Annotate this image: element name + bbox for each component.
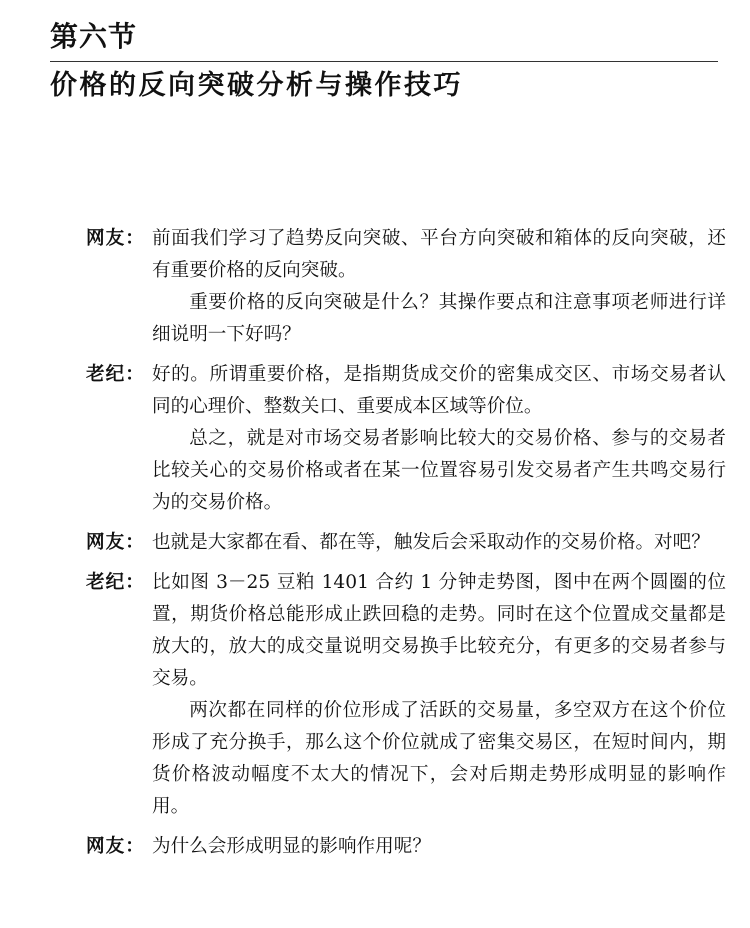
dialogue-paragraph: 总之，就是对市场交易者影响比较大的交易价格、参与的交易者比较关心的交易价格或者在某一位置容易引发交易者产生共鸣交易行为的交易价格。: [152, 428, 726, 513]
dialogue-paragraph: 重要价格的反向突破是什么？其操作要点和注意事项老师进行详细说明一下好吗？: [152, 292, 726, 345]
speaker-label: 网友：: [86, 532, 145, 553]
speaker-label: 网友：: [86, 836, 145, 857]
dialogue-paragraph: 两次都在同样的价位形成了活跃的交易量，多空双方在这个价位形成了充分换手，那么这个价位就成了密集交易区，在短时间内，期货价格波动幅度不太大的情况下，会对后期走势形成明显的影响作用。: [152, 700, 726, 817]
dialogue-paragraph: 好的。所谓重要价格，是指期货成交价的密集成交区、市场交易者认同的心理价、整数关口、重要成本区域等价位。: [152, 364, 726, 417]
dialogue-turn: [86, 567, 726, 823]
speaker-label: 老纪：: [86, 572, 145, 593]
dialogue-turn: [86, 527, 726, 559]
speaker-label: 网友：: [86, 228, 145, 249]
speaker-label: 老纪：: [86, 364, 145, 385]
dialogue-turn: [86, 223, 726, 351]
title-rule: [50, 61, 718, 62]
section-title: 价格的反向突破分析与操作技巧: [50, 70, 463, 101]
dialogue-turn: [86, 831, 726, 863]
dialogue: [86, 223, 726, 871]
dialogue-paragraph: 前面我们学习了趋势反向突破、平台方向突破和箱体的反向突破，还有重要价格的反向突破。: [152, 228, 726, 281]
section-label: 第六节: [50, 20, 138, 53]
dialogue-paragraph: 为什么会形成明显的影响作用呢？: [152, 836, 431, 857]
dialogue-paragraph: 比如图 3－25 豆粕 1401 合约 1 分钟走势图，图中在两个圆圈的位置，期货价格总能形成止跌回稳的走势。同时在这个位置成交量都是放大的，放大的成交量说明交易换手比较充分，有更多的交易者参与交易。: [152, 572, 726, 689]
dialogue-paragraph: 也就是大家都在看、都在等，触发后会采取动作的交易价格。对吧？: [152, 532, 710, 553]
dialogue-turn: [86, 359, 726, 519]
